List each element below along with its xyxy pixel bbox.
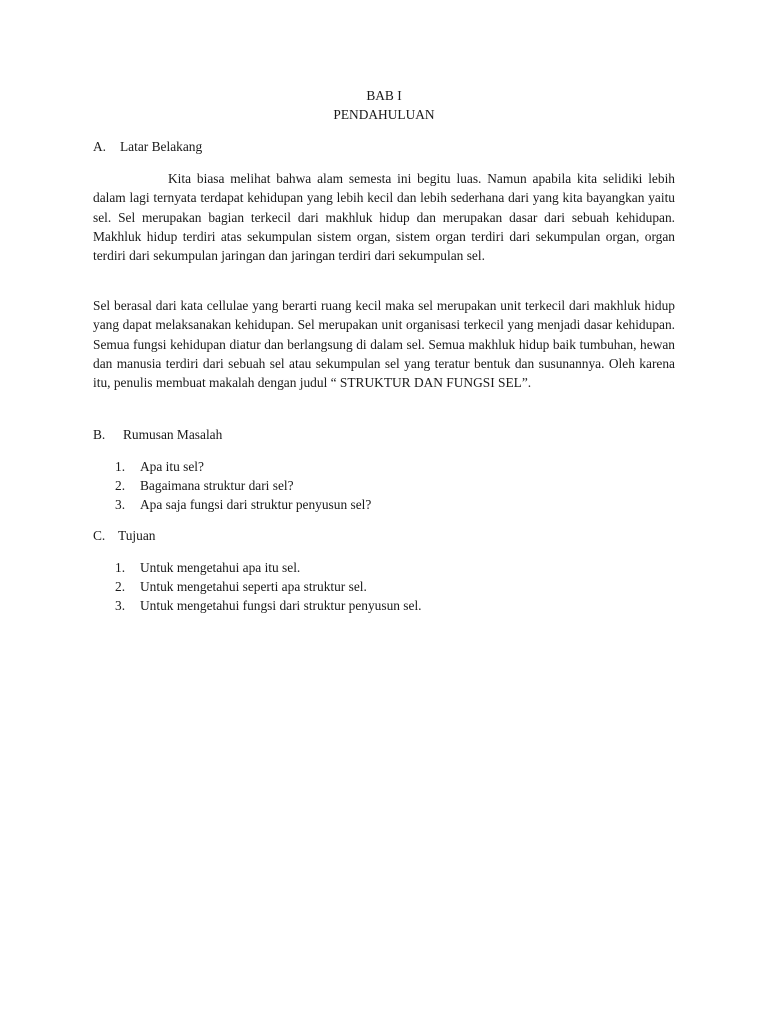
list-item-text: Untuk mengetahui fungsi dari struktur penyusun sel.: [140, 598, 422, 614]
list-item: [115, 476, 371, 495]
list-item-number: 3.: [115, 497, 126, 513]
list-item-text: Apa itu sel?: [140, 459, 204, 474]
list-item-number: 3.: [115, 598, 126, 614]
background-paragraph-2: Sel berasal dari kata cellulae yang berarti ruang kecil maka sel merupakan unit terkecil dari makhluk hidup yang dapat melaksanakan kehidupan. Sel merupakan unit organisasi terkecil yang menjadi dasar kehidupan. Semua fungsi kehidupan diatur dan berlangsung di dalam sel. Semua makhluk hidup baik tumbuhan, hewan dan manusia terdiri dari sebuah sel atau sekumpulan sel yang teratur bentuk dan susunannya. Oleh karena itu, penulis membuat makalah dengan judul “ STRUKTUR DAN FUNGSI SEL”.: [93, 298, 675, 391]
list-item-text: Bagaimana struktur dari sel?: [140, 478, 294, 494]
section-a-letter: A.: [93, 139, 107, 154]
list-item: [115, 577, 422, 596]
section-a-title: Latar Belakang: [120, 139, 203, 154]
list-item: [115, 558, 422, 577]
section-c-letter: C.: [93, 528, 106, 543]
chapter-title: PENDAHULUAN: [333, 107, 435, 122]
section-c-title: Tujuan: [118, 528, 156, 543]
objective-list: [115, 558, 422, 616]
list-item: [115, 457, 371, 476]
list-item-number: 2.: [115, 579, 126, 595]
chapter-number: BAB I: [366, 88, 402, 103]
list-item-number: 2.: [115, 478, 126, 494]
list-item: [115, 596, 422, 615]
problem-list: [115, 457, 371, 515]
section-b-title: Rumusan Masalah: [123, 427, 223, 442]
section-a-heading: [93, 138, 202, 156]
background-paragraph-1: Kita biasa melihat bahwa alam semesta ini begitu luas. Namun apabila kita selidiki lebih dalam lagi ternyata terdapat kehidupan yang lebih kecil dan lebih sederhana dari yang kita bayangkan yaitu sel. Sel merupakan bagian terkecil dari makhluk hidup dan merupakan dasar dari sebuah kehidupan. Makhluk hidup terdiri atas sekumpulan sistem organ, sistem organ terdiri dari sekumpulan organ, organ terdiri dari sekumpulan jaringan dan jaringan terdiri dari sekumpulan sel.: [93, 171, 675, 264]
list-item-text: Apa saja fungsi dari struktur penyusun sel?: [140, 497, 372, 513]
section-b-letter: B.: [93, 427, 106, 442]
section-c-heading: [93, 527, 155, 545]
list-item-text: Untuk mengetahui seperti apa struktur sel.: [140, 579, 367, 595]
list-item-text: Untuk mengetahui apa itu sel.: [140, 560, 301, 575]
list-item: [115, 495, 371, 514]
list-item-number: 1.: [115, 560, 126, 575]
list-item-number: 1.: [115, 459, 126, 474]
section-b-heading: [93, 426, 222, 444]
